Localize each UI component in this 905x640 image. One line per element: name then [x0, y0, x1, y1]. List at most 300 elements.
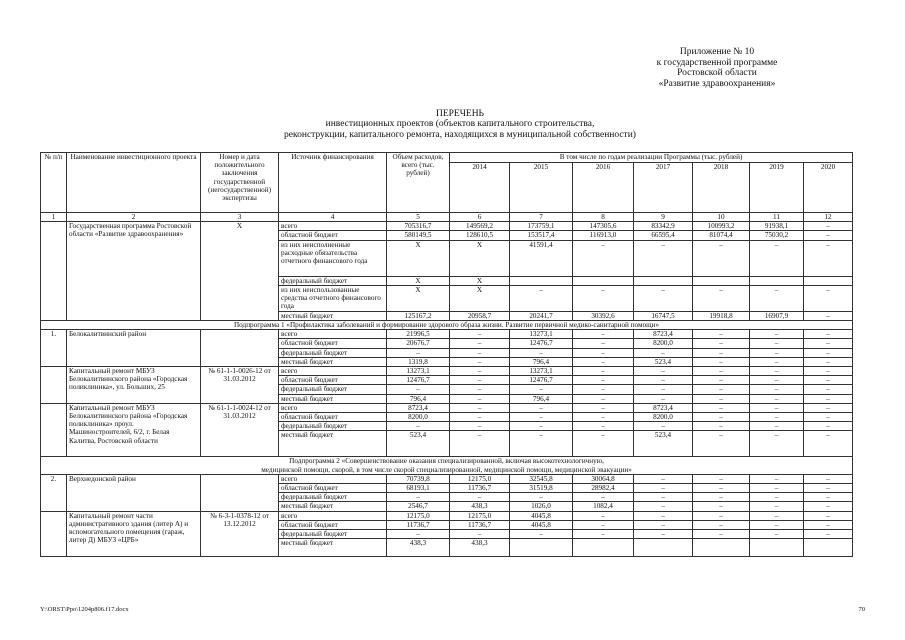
table-row: [41, 511, 853, 520]
project-name: Капитальный ремонт МБУЗ Белокалитвинского района «Городская поликлиника», ул. Больших, 25: [67, 367, 201, 404]
amount-cell: 1319,8: [387, 357, 450, 366]
funding-source: местный бюджет: [279, 431, 387, 457]
column-number: 3: [201, 213, 279, 222]
column-number: 5: [387, 213, 450, 222]
amount-cell: –: [804, 520, 853, 529]
project-name: Государственная программа Ростовской области «Развитие здравоохранения»: [67, 222, 201, 321]
amount-cell: –: [510, 413, 573, 422]
footer-file-path: Y:\ORST\Ppo\1204p806.f17.docx: [40, 606, 129, 613]
amount-cell: 580149,5: [387, 231, 450, 240]
header-year: 2016: [573, 163, 634, 213]
amount-cell: –: [510, 422, 573, 431]
subprogram-title: [41, 321, 853, 330]
amount-cell: –: [634, 394, 693, 403]
amount-cell: –: [750, 357, 804, 366]
amount-cell: –: [693, 474, 750, 483]
amount-cell: 11736,7: [450, 484, 510, 493]
amount-cell: 1026,0: [510, 502, 573, 511]
amount-cell: 16747,5: [634, 311, 693, 320]
table-row: [41, 367, 853, 376]
amount-cell: 8200,0: [634, 413, 693, 422]
amount-cell: –: [693, 484, 750, 493]
amount-cell: –: [804, 403, 853, 412]
amount-cell: 28982,4: [573, 484, 634, 493]
column-number: 2: [67, 213, 201, 222]
amount-cell: –: [804, 422, 853, 431]
funding-source: местный бюджет: [279, 394, 387, 403]
amount-cell: –: [804, 413, 853, 422]
amount-cell: 8723,4: [387, 403, 450, 412]
amount-cell: –: [804, 385, 853, 394]
expertise-doc: № 61-1-1-0026-12 от 31.03.2012: [201, 367, 279, 404]
row-number: [41, 367, 67, 404]
amount-cell: 8200,0: [387, 413, 450, 422]
amount-cell: –: [634, 376, 693, 385]
amount-cell: 438,3: [387, 539, 450, 557]
expertise-doc: [201, 474, 279, 511]
amount-cell: Х: [450, 285, 510, 311]
title-line: инвестиционных проектов (объектов капитального строительства,: [325, 119, 595, 130]
amount-cell: –: [510, 493, 573, 502]
amount-cell: –: [804, 231, 853, 240]
amount-cell: –: [634, 240, 693, 276]
amount-cell: 41591,4: [510, 240, 573, 276]
appendix-line: Ростовской области: [677, 68, 757, 79]
amount-cell: 438,3: [450, 502, 510, 511]
amount-cell: –: [634, 493, 693, 502]
subprogram-line: медицинской помощи, скорой, в том числе скорой специализированной, медицинской помощи, медицинской эвакуации»: [261, 465, 632, 474]
amount-cell: –: [387, 493, 450, 502]
expertise-doc: [201, 330, 279, 367]
amount-cell: 68193,1: [387, 484, 450, 493]
amount-cell: 12476,7: [387, 376, 450, 385]
header-source: Источник финансирования: [279, 153, 387, 213]
amount-cell: –: [804, 376, 853, 385]
amount-cell: –: [573, 511, 634, 520]
amount-cell: –: [387, 422, 450, 431]
amount-cell: –: [804, 493, 853, 502]
amount-cell: –: [750, 385, 804, 394]
funding-source: всего: [279, 511, 387, 520]
amount-cell: 13273,1: [510, 367, 573, 376]
amount-cell: –: [804, 357, 853, 366]
subprogram-line: Подпрограмма 2 «Совершенствование оказания специализированной, включая высокотехнологичную,: [289, 457, 604, 466]
project-name: Капитальный ремонт части административного здания (литер А) и вспомогательного помещения (гараж, литер Д) МБУЗ «ЦРБ»: [67, 511, 201, 557]
header-doc: Номер и дата положительного заключения государственной (негосударственной) экспертизы: [201, 153, 279, 213]
amount-cell: 81074,4: [693, 231, 750, 240]
amount-cell: [634, 276, 693, 285]
title-line: ПЕРЕЧЕНЬ: [435, 109, 485, 119]
amount-cell: Х: [387, 240, 450, 276]
amount-cell: –: [804, 240, 853, 276]
amount-cell: –: [693, 394, 750, 403]
amount-cell: [693, 539, 750, 557]
amount-cell: 1082,4: [573, 502, 634, 511]
amount-cell: –: [573, 339, 634, 348]
column-number: 1: [41, 213, 67, 222]
amount-cell: 16907,9: [750, 311, 804, 320]
amount-cell: –: [634, 511, 693, 520]
amount-cell: –: [693, 422, 750, 431]
funding-source: местный бюджет: [279, 311, 387, 320]
amount-cell: –: [804, 339, 853, 348]
amount-cell: 8723,4: [634, 330, 693, 339]
amount-cell: –: [450, 431, 510, 457]
amount-cell: 20241,7: [510, 311, 573, 320]
amount-cell: 8723,4: [634, 403, 693, 412]
amount-cell: 30392,6: [573, 311, 634, 320]
amount-cell: Х: [387, 276, 450, 285]
amount-cell: –: [450, 385, 510, 394]
amount-cell: [510, 276, 573, 285]
amount-cell: –: [693, 376, 750, 385]
amount-cell: 4045,8: [510, 520, 573, 529]
funding-source: федеральный бюджет: [279, 348, 387, 357]
funding-source: областной бюджет: [279, 339, 387, 348]
amount-cell: –: [450, 530, 510, 539]
amount-cell: –: [804, 330, 853, 339]
amount-cell: –: [573, 422, 634, 431]
amount-cell: –: [693, 385, 750, 394]
funding-source: местный бюджет: [279, 539, 387, 557]
header-num: № п/п: [41, 153, 67, 213]
project-name: Белокалитвинский район: [67, 330, 201, 367]
amount-cell: –: [750, 511, 804, 520]
amount-cell: 12476,7: [510, 339, 573, 348]
funding-source: федеральный бюджет: [279, 493, 387, 502]
header-year: 2020: [804, 163, 853, 213]
amount-cell: Х: [450, 276, 510, 285]
subprogram-row: [41, 457, 853, 474]
amount-cell: [510, 539, 573, 557]
funding-source: всего: [279, 330, 387, 339]
amount-cell: –: [634, 530, 693, 539]
row-number: 1.: [41, 330, 67, 367]
amount-cell: –: [634, 474, 693, 483]
amount-cell: –: [387, 385, 450, 394]
amount-cell: 30064,8: [573, 474, 634, 483]
amount-cell: –: [634, 385, 693, 394]
amount-cell: –: [750, 493, 804, 502]
amount-cell: –: [750, 240, 804, 276]
amount-cell: –: [693, 520, 750, 529]
amount-cell: –: [573, 493, 634, 502]
amount-cell: Х: [450, 240, 510, 276]
funding-source: федеральный бюджет: [279, 422, 387, 431]
amount-cell: –: [510, 385, 573, 394]
funding-source: областной бюджет: [279, 231, 387, 240]
amount-cell: –: [750, 285, 804, 311]
amount-cell: 19918,8: [693, 311, 750, 320]
amount-cell: 438,3: [450, 539, 510, 557]
amount-cell: 796,4: [387, 394, 450, 403]
amount-cell: 66595,4: [634, 231, 693, 240]
amount-cell: 11736,7: [450, 520, 510, 529]
table-row: [41, 222, 853, 231]
header-year: 2015: [510, 163, 573, 213]
amount-cell: –: [450, 348, 510, 357]
amount-cell: –: [693, 348, 750, 357]
amount-cell: –: [804, 431, 853, 457]
amount-cell: –: [750, 484, 804, 493]
subprogram-row: [41, 321, 853, 330]
amount-cell: –: [693, 502, 750, 511]
table-row: [41, 474, 853, 483]
funding-source: всего: [279, 367, 387, 376]
amount-cell: [804, 276, 853, 285]
expertise-doc: № 61-1-1-0024-12 от 31.03.2012: [201, 403, 279, 457]
amount-cell: –: [450, 422, 510, 431]
amount-cell: –: [693, 403, 750, 412]
row-number: [41, 222, 67, 321]
amount-cell: –: [804, 511, 853, 520]
amount-cell: [573, 276, 634, 285]
appendix-line: «Развитие здравоохранения»: [658, 78, 776, 89]
amount-cell: 20676,7: [387, 339, 450, 348]
amount-cell: –: [750, 474, 804, 483]
amount-cell: –: [510, 431, 573, 457]
footer-page-number: 70: [858, 606, 865, 613]
project-name: Верхнедонской район: [67, 474, 201, 511]
amount-cell: 523,4: [387, 431, 450, 457]
amount-cell: –: [804, 484, 853, 493]
amount-cell: –: [573, 348, 634, 357]
amount-cell: –: [634, 285, 693, 311]
funding-source: из них неисполненные расходные обязательства отчетного финансового года: [279, 240, 387, 276]
amount-cell: Х: [387, 285, 450, 311]
amount-cell: –: [573, 413, 634, 422]
amount-cell: 12175,0: [387, 511, 450, 520]
amount-cell: 11736,7: [387, 520, 450, 529]
amount-cell: –: [693, 357, 750, 366]
amount-cell: –: [693, 339, 750, 348]
amount-cell: –: [750, 367, 804, 376]
amount-cell: –: [804, 394, 853, 403]
appendix-line: к государственной программе: [656, 57, 778, 68]
amount-cell: –: [750, 413, 804, 422]
amount-cell: 13273,1: [510, 330, 573, 339]
amount-cell: –: [750, 502, 804, 511]
column-number: 8: [573, 213, 634, 222]
funding-source: областной бюджет: [279, 484, 387, 493]
amount-cell: –: [750, 520, 804, 529]
appendix-block: [587, 47, 847, 89]
header-name: Наименование инвестиционного проекта: [67, 153, 201, 213]
amount-cell: –: [634, 502, 693, 511]
amount-cell: –: [573, 285, 634, 311]
column-number: 6: [450, 213, 510, 222]
amount-cell: 20958,7: [450, 311, 510, 320]
amount-cell: –: [750, 422, 804, 431]
amount-cell: –: [750, 348, 804, 357]
header-year: 2017: [634, 163, 693, 213]
amount-cell: –: [693, 413, 750, 422]
amount-cell: –: [387, 530, 450, 539]
amount-cell: 8200,0: [634, 339, 693, 348]
amount-cell: –: [573, 357, 634, 366]
document-title: [150, 109, 770, 140]
amount-cell: –: [693, 240, 750, 276]
amount-cell: 13273,1: [387, 367, 450, 376]
expertise-doc: № 6-3-1-0378-12 от 13.12.2012: [201, 511, 279, 557]
amount-cell: [750, 276, 804, 285]
row-number: 2.: [41, 474, 67, 511]
amount-cell: –: [450, 330, 510, 339]
column-number: 9: [634, 213, 693, 222]
amount-cell: –: [693, 493, 750, 502]
amount-cell: –: [573, 431, 634, 457]
column-number: 12: [804, 213, 853, 222]
row-number: [41, 511, 67, 557]
amount-cell: –: [573, 394, 634, 403]
amount-cell: –: [510, 403, 573, 412]
amount-cell: –: [573, 376, 634, 385]
amount-cell: 796,4: [510, 394, 573, 403]
funding-source: федеральный бюджет: [279, 276, 387, 285]
amount-cell: –: [750, 330, 804, 339]
amount-cell: –: [573, 330, 634, 339]
title-line: реконструкции, капитального ремонта, находящихся в муниципальной собственности): [284, 129, 636, 140]
amount-cell: –: [804, 222, 853, 231]
funding-source: федеральный бюджет: [279, 530, 387, 539]
column-number: 11: [750, 213, 804, 222]
amount-cell: –: [450, 394, 510, 403]
row-number: [41, 403, 67, 457]
amount-cell: 2546,7: [387, 502, 450, 511]
table-row: [41, 403, 853, 412]
header-year: 2018: [693, 163, 750, 213]
amount-cell: –: [693, 431, 750, 457]
amount-cell: 31519,8: [510, 484, 573, 493]
amount-cell: –: [573, 403, 634, 412]
funding-source: из них неиспользованные средства отчетного финансового года: [279, 285, 387, 311]
funding-source: всего: [279, 403, 387, 412]
amount-cell: –: [573, 385, 634, 394]
amount-cell: –: [750, 431, 804, 457]
amount-cell: –: [693, 530, 750, 539]
amount-cell: [573, 539, 634, 557]
amount-cell: –: [573, 367, 634, 376]
funding-source: местный бюджет: [279, 502, 387, 511]
amount-cell: [750, 539, 804, 557]
header-year: 2014: [450, 163, 510, 213]
amount-cell: –: [804, 502, 853, 511]
amount-cell: –: [634, 422, 693, 431]
amount-cell: 523,4: [634, 357, 693, 366]
amount-cell: –: [634, 348, 693, 357]
subprogram-title: [41, 457, 853, 474]
header-total: Объем расходов, всего (тыс. рублей): [387, 153, 450, 213]
amount-cell: –: [450, 376, 510, 385]
funding-source: областной бюджет: [279, 376, 387, 385]
amount-cell: –: [450, 357, 510, 366]
amount-cell: 32545,8: [510, 474, 573, 483]
funding-source: областной бюджет: [279, 520, 387, 529]
funding-source: всего: [279, 474, 387, 483]
header-year: 2019: [750, 163, 804, 213]
amount-cell: –: [634, 484, 693, 493]
amount-cell: –: [634, 520, 693, 529]
amount-cell: 125167,2: [387, 311, 450, 320]
amount-cell: 149569,2: [450, 222, 510, 231]
amount-cell: [634, 539, 693, 557]
funding-source: федеральный бюджет: [279, 385, 387, 394]
amount-cell: –: [750, 394, 804, 403]
amount-cell: 796,4: [510, 357, 573, 366]
amount-cell: –: [510, 348, 573, 357]
amount-cell: 100993,2: [693, 222, 750, 231]
header-years-group: В том числе по годам реализации Программы (тыс. рублей): [450, 153, 853, 163]
projects-table: [40, 152, 853, 557]
amount-cell: –: [750, 376, 804, 385]
amount-cell: –: [693, 330, 750, 339]
amount-cell: 116913,0: [573, 231, 634, 240]
amount-cell: [693, 276, 750, 285]
amount-cell: –: [450, 367, 510, 376]
amount-cell: 83342,9: [634, 222, 693, 231]
amount-cell: 12175,0: [450, 474, 510, 483]
amount-cell: 153517,4: [510, 231, 573, 240]
amount-cell: –: [804, 285, 853, 311]
amount-cell: –: [450, 403, 510, 412]
amount-cell: [804, 539, 853, 557]
amount-cell: –: [573, 530, 634, 539]
amount-cell: –: [804, 367, 853, 376]
column-number: 4: [279, 213, 387, 222]
amount-cell: –: [693, 511, 750, 520]
amount-cell: 12476,7: [510, 376, 573, 385]
amount-cell: –: [804, 474, 853, 483]
amount-cell: –: [634, 367, 693, 376]
amount-cell: –: [450, 413, 510, 422]
amount-cell: 91938,1: [750, 222, 804, 231]
amount-cell: 12175,0: [450, 511, 510, 520]
amount-cell: –: [510, 530, 573, 539]
amount-cell: –: [450, 493, 510, 502]
table-row: [41, 330, 853, 339]
amount-cell: –: [804, 348, 853, 357]
amount-cell: 75030,2: [750, 231, 804, 240]
amount-cell: 147305,6: [573, 222, 634, 231]
amount-cell: –: [804, 311, 853, 320]
expertise-doc: Х: [201, 222, 279, 321]
column-number: 10: [693, 213, 750, 222]
amount-cell: –: [693, 285, 750, 311]
amount-cell: 173759,1: [510, 222, 573, 231]
column-number: 7: [510, 213, 573, 222]
amount-cell: –: [510, 285, 573, 311]
amount-cell: –: [450, 339, 510, 348]
amount-cell: 128610,5: [450, 231, 510, 240]
amount-cell: –: [573, 240, 634, 276]
appendix-line: Приложение № 10: [679, 47, 755, 57]
amount-cell: 70739,8: [387, 474, 450, 483]
amount-cell: –: [750, 403, 804, 412]
funding-source: местный бюджет: [279, 357, 387, 366]
amount-cell: –: [573, 520, 634, 529]
amount-cell: –: [387, 348, 450, 357]
amount-cell: 705316,7: [387, 222, 450, 231]
amount-cell: 4045,8: [510, 511, 573, 520]
funding-source: областной бюджет: [279, 413, 387, 422]
amount-cell: –: [804, 530, 853, 539]
amount-cell: 523,4: [634, 431, 693, 457]
subprogram-line: Подпрограмма 1 «Профилактика заболеваний и формирование здорового образа жизни. Развитие первичной медико-санитарной помощи»: [233, 321, 660, 330]
project-name: Капитальный ремонт МБУЗ Белокалитвинского района «Городская поликлиника» проул. Машиностроителей, 6/2, г. Белая Калитва, Ростовской области: [67, 403, 201, 457]
amount-cell: –: [750, 339, 804, 348]
funding-source: всего: [279, 222, 387, 231]
amount-cell: –: [750, 530, 804, 539]
